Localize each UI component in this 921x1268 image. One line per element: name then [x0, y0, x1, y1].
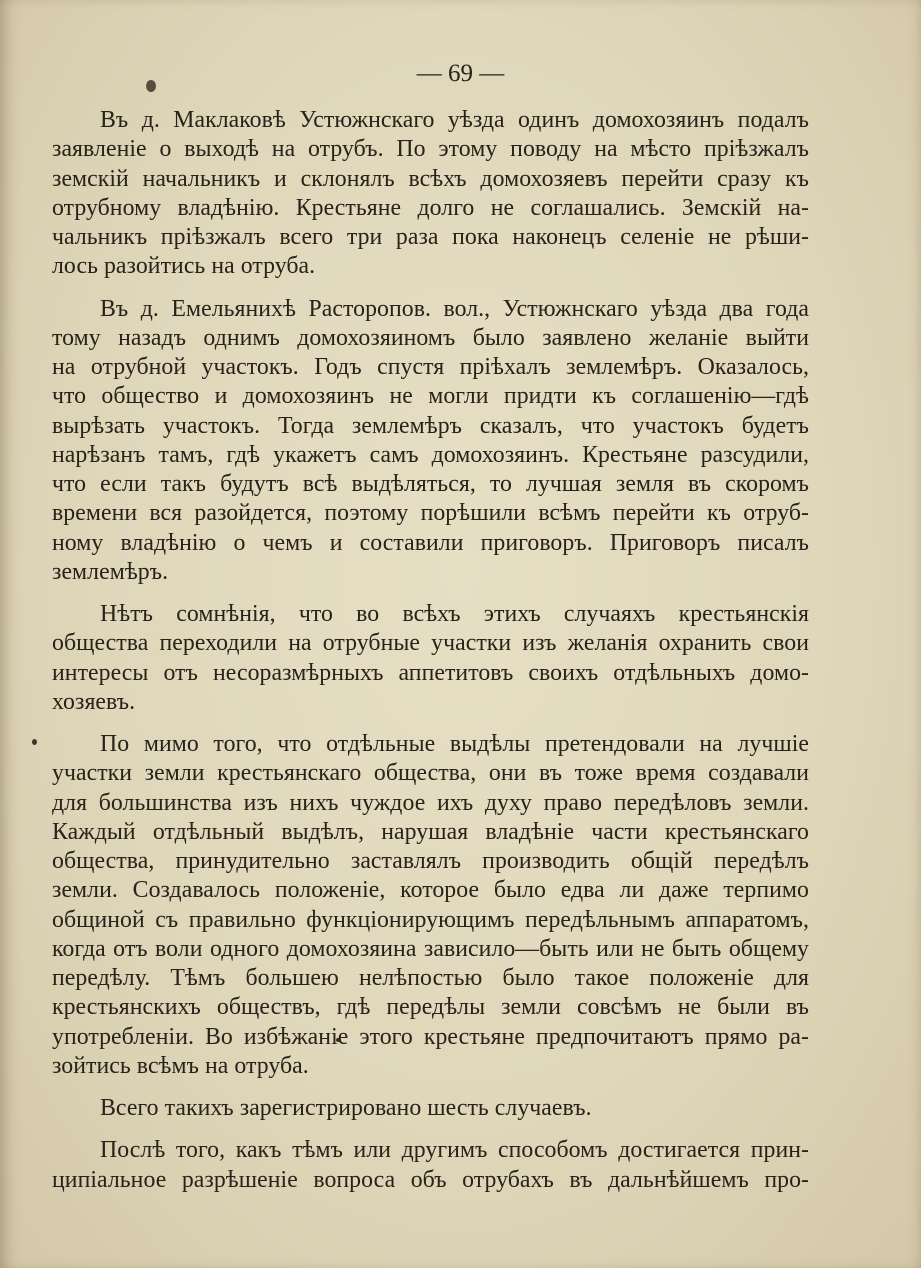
text-line: Всего такихъ зарегистрировано шесть случаевъ. [100, 1095, 592, 1121]
text-line: употребленіи. Во избѣжаніе этого крестьяне предпочитаютъ прямо ра- [52, 1023, 809, 1050]
text-line: вырѣзать участокъ. Тогда землемѣръ сказалъ, что участокъ будетъ [52, 412, 809, 439]
ink-spot [32, 739, 37, 745]
text-line: общиной съ правильно функціонирующимъ передѣльнымъ аппаратомъ, [52, 906, 809, 933]
text-line: отрубному владѣнію. Крестьяне долго не соглашались. Земскій на- [52, 194, 809, 221]
paragraph [52, 730, 809, 1081]
text-line: Въ д. Емельянихѣ Расторопов. вол., Устюжнскаго уѣзда два года [100, 295, 809, 322]
text-line: интересы отъ несоразмѣрныхъ аппетитовъ своихъ отдѣльныхъ домо- [52, 659, 809, 686]
text-line: тому назадъ однимъ домохозяиномъ было заявлено желаніе выйти [52, 324, 809, 351]
body-text [52, 106, 809, 1195]
text-line: для большинства изъ нихъ чуждое ихъ духу право передѣловъ земли. [52, 789, 809, 816]
text-line: Каждый отдѣльный выдѣлъ, нарушая владѣніе части крестьянскаго [52, 818, 809, 845]
text-line: ципіальное разрѣшеніе вопроса объ отрубахъ въ дальнѣйшемъ про- [52, 1166, 809, 1193]
text-line: общества переходили на отрубные участки изъ желанія охранить свои [52, 630, 809, 657]
paragraph [52, 1094, 809, 1123]
text-line: Нѣтъ сомнѣнія, что во всѣхъ этихъ случаяхъ крестьянскія [100, 601, 809, 627]
paragraph [52, 295, 809, 588]
text-line: что если такъ будутъ всѣ выдѣляться, то лучшая земля въ скоромъ [52, 471, 809, 497]
text-line: земли. Создавалось положеніе, которое было едва ли даже терпимо [52, 877, 809, 904]
text-line: зойтись всѣмъ на отруба. [52, 1052, 309, 1079]
paragraph [52, 1136, 809, 1195]
text-line: на отрубной участокъ. Годъ спустя пріѣхалъ землемѣръ. Оказалось, [52, 354, 809, 380]
text-line: землемѣръ. [52, 558, 169, 585]
text-line: нарѣзанъ тамъ, гдѣ укажетъ самъ домохозяинъ. Крестьяне разсудили, [52, 441, 809, 468]
paragraph [52, 106, 809, 282]
text-line: крестьянскихъ обществъ, гдѣ передѣлы земли совсѣмъ не были въ [52, 994, 809, 1021]
page-number: — 69 — [416, 60, 505, 87]
text-line: чальникъ пріѣзжалъ всего три раза пока наконецъ селеніе не рѣши- [52, 224, 809, 250]
text-line: передѣлу. Тѣмъ большею нелѣпостью было такое положеніе для [52, 965, 809, 991]
text-line: лось разойтись на отруба. [52, 253, 316, 280]
text-line: Въ д. Маклаковѣ Устюжнскаго уѣзда одинъ домохозяинъ подалъ [100, 107, 809, 133]
text-line: заявленіе о выходѣ на отрубъ. По этому поводу на мѣсто пріѣзжалъ [52, 136, 809, 163]
text-line: По мимо того, что отдѣльные выдѣлы претендовали на лучшіе [100, 731, 809, 757]
text-line: участки земли крестьянскаго общества, они въ тоже время создавали [52, 760, 809, 787]
text-line: Послѣ того, какъ тѣмъ или другимъ способомъ достигается прин- [100, 1137, 809, 1164]
text-line: что общество и домохозяинъ не могли придти къ соглашенію—гдѣ [52, 383, 809, 410]
text-line: времени вся разойдется, поэтому порѣшили всѣмъ перейти къ отруб- [52, 500, 809, 527]
paragraph [52, 600, 809, 717]
text-line: хозяевъ. [52, 688, 136, 715]
text-line: общества, принудительно заставлялъ производить общій передѣлъ [52, 848, 809, 874]
text-line: земскій начальникъ и склонялъ всѣхъ домохозяевъ перейти сразу къ [52, 165, 809, 192]
text-line: когда отъ воли одного домохозяина зависило—быть или не быть общему [52, 935, 809, 962]
text-line: ному владѣнію о чемъ и составили приговоръ. Приговоръ писалъ [52, 529, 809, 556]
